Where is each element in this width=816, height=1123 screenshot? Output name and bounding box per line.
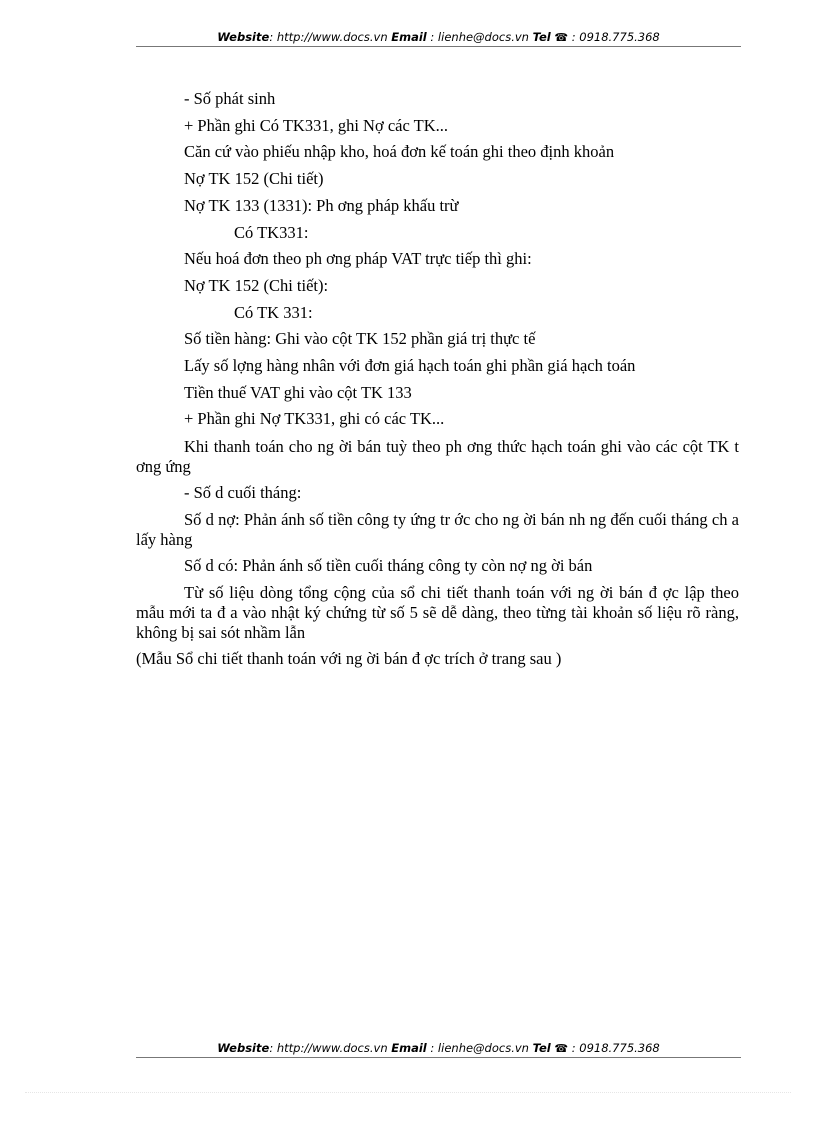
body-line: Có TK331: [234,222,309,242]
body-line: Nợ TK 152 (Chi tiết): [184,275,329,295]
footer-email-value: : lienhe@docs.vn [426,1041,533,1055]
phone-icon: ☎ [554,1042,569,1055]
header-divider [136,46,741,47]
body-line: Có TK 331: [234,302,313,322]
body-line: - Số phát sinh [184,89,276,108]
body-line: Lấy số lợng hàng nhân với đơn giá hạch toán ghi phần giá hạch toán [184,356,636,376]
header-tel-label: Tel [532,30,551,44]
body-line: Tiền thuế VAT ghi vào cột TK 133 [184,382,412,402]
header-website-value: : http://www.docs.vn [269,30,392,44]
header-email-value: : lienhe@docs.vn [426,30,533,44]
page-bottom-border [25,1092,791,1093]
body-line: Căn cứ vào phiếu nhập kho, hoá đơn kế toán ghi theo định khoản [184,142,615,162]
footer-email-label: Email [391,1041,427,1055]
body-line: Nếu hoá đơn theo ph ơng pháp VAT trực tiếp thì ghi: [184,249,532,269]
header-email-label: Email [391,30,427,44]
body-line: Số d có: Phản ánh số tiền cuối tháng công ty còn nợ ng ời bán [184,555,593,575]
body-line: - Số d cuối tháng: [184,483,302,503]
body-line: + Phần ghi Có TK331, ghi Nợ các TK... [184,115,448,135]
footer-tel-value: : 0918.775.368 [571,1041,660,1055]
header-tel-value: : 0918.775.368 [571,30,660,44]
body-line: + Phần ghi Nợ TK331, ghi có các TK... [184,409,445,429]
footer-divider [136,1057,741,1058]
phone-icon: ☎ [554,31,569,44]
body-note: (Mẫu Sổ chi tiết thanh toán với ng ời bán đ ợc trích ở trang sau ) [136,648,562,668]
header-website-label: Website [217,30,270,44]
body-line: Số tiền hàng: Ghi vào cột TK 152 phần giá trị thực tế [184,329,536,349]
footer-website-label: Website [217,1041,270,1055]
document-body [136,86,739,672]
footer-tel-label: Tel [532,1041,551,1055]
body-line: Nợ TK 152 (Chi tiết) [184,169,324,189]
body-line: Nợ TK 133 (1331): Ph ơng pháp khấu trừ [184,195,459,215]
page-footer [136,1041,741,1056]
footer-website-value: : http://www.docs.vn [269,1041,392,1055]
body-paragraph: Từ số liệu dòng tổng cộng của sổ chi tiết thanh toán với ng ời bán đ ợc lập theo mẫu mới ta đ a vào nhật ký chứng từ số 5 sẽ dễ dàng, theo từng tài khoản số liệu rõ ràng, không bị sai sót nhầm lẫn [136,582,739,642]
page-header [136,30,741,45]
body-paragraph: Khi thanh toán cho ng ời bán tuỳ theo ph ơng thức hạch toán ghi vào các cột TK t ơng ứng [136,437,739,477]
body-paragraph: Số d nợ: Phản ánh số tiền công ty ứng tr ớc cho ng ời bán nh ng đến cuối tháng ch a lấy hàng [136,509,739,549]
